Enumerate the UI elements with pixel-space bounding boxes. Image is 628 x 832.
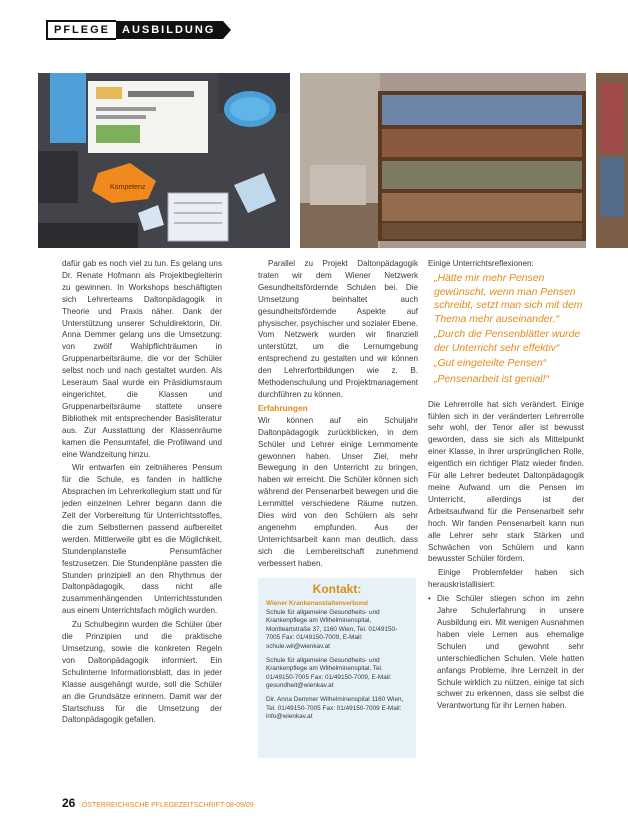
section-tag-pflege: PFLEGE (46, 20, 116, 40)
contact-paragraph-1: Schule für allgemeine Gesundheits- und Krankenpflege am Wilhelminenspital, Montleartstraße 37, 1160 Wien, Tel. 01/49150-7005 Fax: 01/49150-7009, E-Mail: schule.wil@wienkav.at (266, 608, 398, 650)
article-column-2 (258, 258, 418, 572)
article-column-1 (62, 258, 222, 728)
quote-item: „Hätte mir mehr Pensen gewünscht, wenn man Pensen schreibt, setzt man sich mit dem Thema mehr auseinander.“ (434, 272, 583, 325)
col1-paragraph-3: Zu Schulbeginn wurden die Schüler über die Prinzipien und die praktische Umsetzung, sowie die konkreten Regeln von Daltonpädagogik informiert. Ein Schulinterne Informationsblatt, das in jeder Klasse ausgehängt wurde, soll die Schüler an die Grundsätze erinnern. Damit war der Startschuss für die Umsetzung der Daltonpädagogik gefallen. (62, 620, 222, 725)
publication-name: ÖSTERREICHISCHE PFLEGEZEITSCHRIFT 08-09/09 (81, 802, 254, 809)
quote-list (434, 272, 584, 387)
page-number: 26 (62, 796, 76, 810)
article-column-3 (428, 258, 584, 714)
col2-paragraph-1: Parallel zu Projekt Daltonpädagogik traten wir dem Wiener Netzwerk Gesundheitsfördernde Schulen bei. Die Umsetzung beinhaltet auch gesundheitsfördernde Aspekte auf physischer, psychischer und sozialer Ebene. Vom Netzwerk wurden wir finanziell unterstützt, um die Lernumgebung entsprechend zu gestalten und wir können den Lehrerfortbildungen wie z. B. Methodenschulung und Projektmanagement durchführen zu können. (258, 259, 418, 399)
quote-item: „Durch die Pensenblätter wurde der Unterricht sehr effektiv“ (434, 329, 581, 354)
contact-org: Wiener Krankenanstaltenverbund (266, 600, 368, 607)
contact-title: Kontakt: (312, 582, 362, 596)
col3-paragraph-1: Die Lehrerrolle hat sich verändert. Einige fühlen sich in der veränderten Lehrerrolle sehr wohl, der Tenor aller ist bewusst geworden, dass sie sich als Mittelpunkt einer Klasse, in ihrer ursprünglichen Rolle, eigentlich ein richtiger Platz wieder finden. Für alle Lehrer bedeutet Daltonpädagogik meine Aufwand um die Pensen im Unterricht, allerdings ist der Arbeitsaufwand für die Pensenarbeit sehr hoch. Wir fanden Pensenarbeit kann nun alle Lehrer sehr stark Stärken und Schwächen von Schülern und kann bewusster Schüler fördern. (428, 399, 584, 564)
photo-strip (596, 73, 628, 248)
col1-paragraph-2: Wir entwarfen ein zeitnäheres Pensum für die Schule, es fanden in haltliche Absprachen im Lehrerkollegium statt und für jeden einzelnen Lehrer begann dann die Zeit der Vorbereitung für Unterrichtsstoffes, die zum Selbstlernen passend aufbereitet werden. Mittlerweile gibt es die Möglichkeit, Stundenplanstelle Pensumfächer festzusetzen. Die Stundenpläne passten die Stunden prinzipiell an den Rhythmus der Daltonpädagogik, dass nicht alle zusammenhängenden Unterrichtsstunden aus einem Unterrichtsfach möglich wurden. (62, 463, 222, 616)
contact-paragraph-3: Dir. Anna Demmer Wilhelminenspital 1160 Wien, Tel. 01/49150-7005 Fax: 01/49150-7009 E-Mail: info@wienkav.at (266, 695, 404, 721)
heading-erfahrungen: Erfahrungen (258, 402, 308, 413)
quote-item: „Pensenarbeit ist genial!“ (434, 374, 549, 386)
photo-bulletin-board (38, 73, 290, 248)
photo-library-shelves (300, 73, 586, 248)
contact-box (258, 578, 416, 758)
col2-paragraph-2: Wir können auf ein Schuljahr Daltonpädagogik zurückblicken, in dem Schüler und Lehrer einige Lernmomente gewonnen haben. Unser Ziel, mehr Bewegung in den Unterricht zu bringen, haben wir erreicht. Die Schüler können sich während der Pensenarbeit bewegen und die Lernmittel verschiedene Räume nutzen. Dies wird von den Schülern als sehr angenehm empfunden. Aus der Unterrichtsarbeit kann man deutlich, dass sich die Lernbereitschaft zunehmend verbessert haben. (258, 415, 418, 568)
section-tag-ausbildung: AUSBILDUNG (116, 21, 223, 39)
col3-paragraph-2: Einige Problemfelder haben sich herauskristallisiert: (428, 568, 584, 590)
col3-intro: Einige Unterrichtsreflexionen: (428, 259, 534, 268)
section-tag (46, 20, 223, 40)
col3-bullet: • Die Schüler stiegen schon im zehn Jahre Schulerfahrung in unsere Ausbildung ein. Mit wenigen Ausnahmen haben viele Lernen aus ehemalige Schulen und gewohnt sehr unterschiedlichen Schulen. Viele hatten anfangs Probleme, ihre Lernzeit in der Schule wirklich zu nützen, einige tat sich schwer zu erkennen, dass sie selbst die Verantwortung für ihr Lernen haben. (428, 593, 584, 712)
col1-paragraph-1: dafür gab es noch viel zu tun. Es gelang uns Dr. Renate Hofmann als Projektbegleiterin zu gewinnen. In Workshops beschäftigten sich Lehrerteams Daltonpädagogik in Theorie und Praxis näher. Dank der Unterstützung unserer Schuldirektorin, Dir. Anna Demmer gelang uns die Umsetzung: von zwölf Wahlpflichträumen in Gruppenarbeitsräume, die vor der Schüler selbst noch und nach gestaltet wurden. Als Leseraum Saal wurde ein Präsidiumsraum eingerichtet, die Klassen und Gruppenarbeitsräume stattete unsere Bibliothek mit entsprechender Basisliteratur aus. Zur Ausstattung der Klassenräume kamen die Pensumtafel, die Profilwand und eine Wandzeitung hinzu. (62, 259, 222, 459)
page-footer (62, 796, 254, 810)
contact-paragraph-2: Schule für allgemeine Gesundheits- und Krankenpflege am Wilhelminenspital, Tel. 01/49150-7005 Fax: 01/49150-7009, E-Mail: gesundheit@wienkav.at (266, 656, 392, 690)
sign-kompetenz: Kompetenz (110, 184, 146, 191)
quote-item: „Gut eingeteilte Pensen“ (434, 358, 547, 370)
